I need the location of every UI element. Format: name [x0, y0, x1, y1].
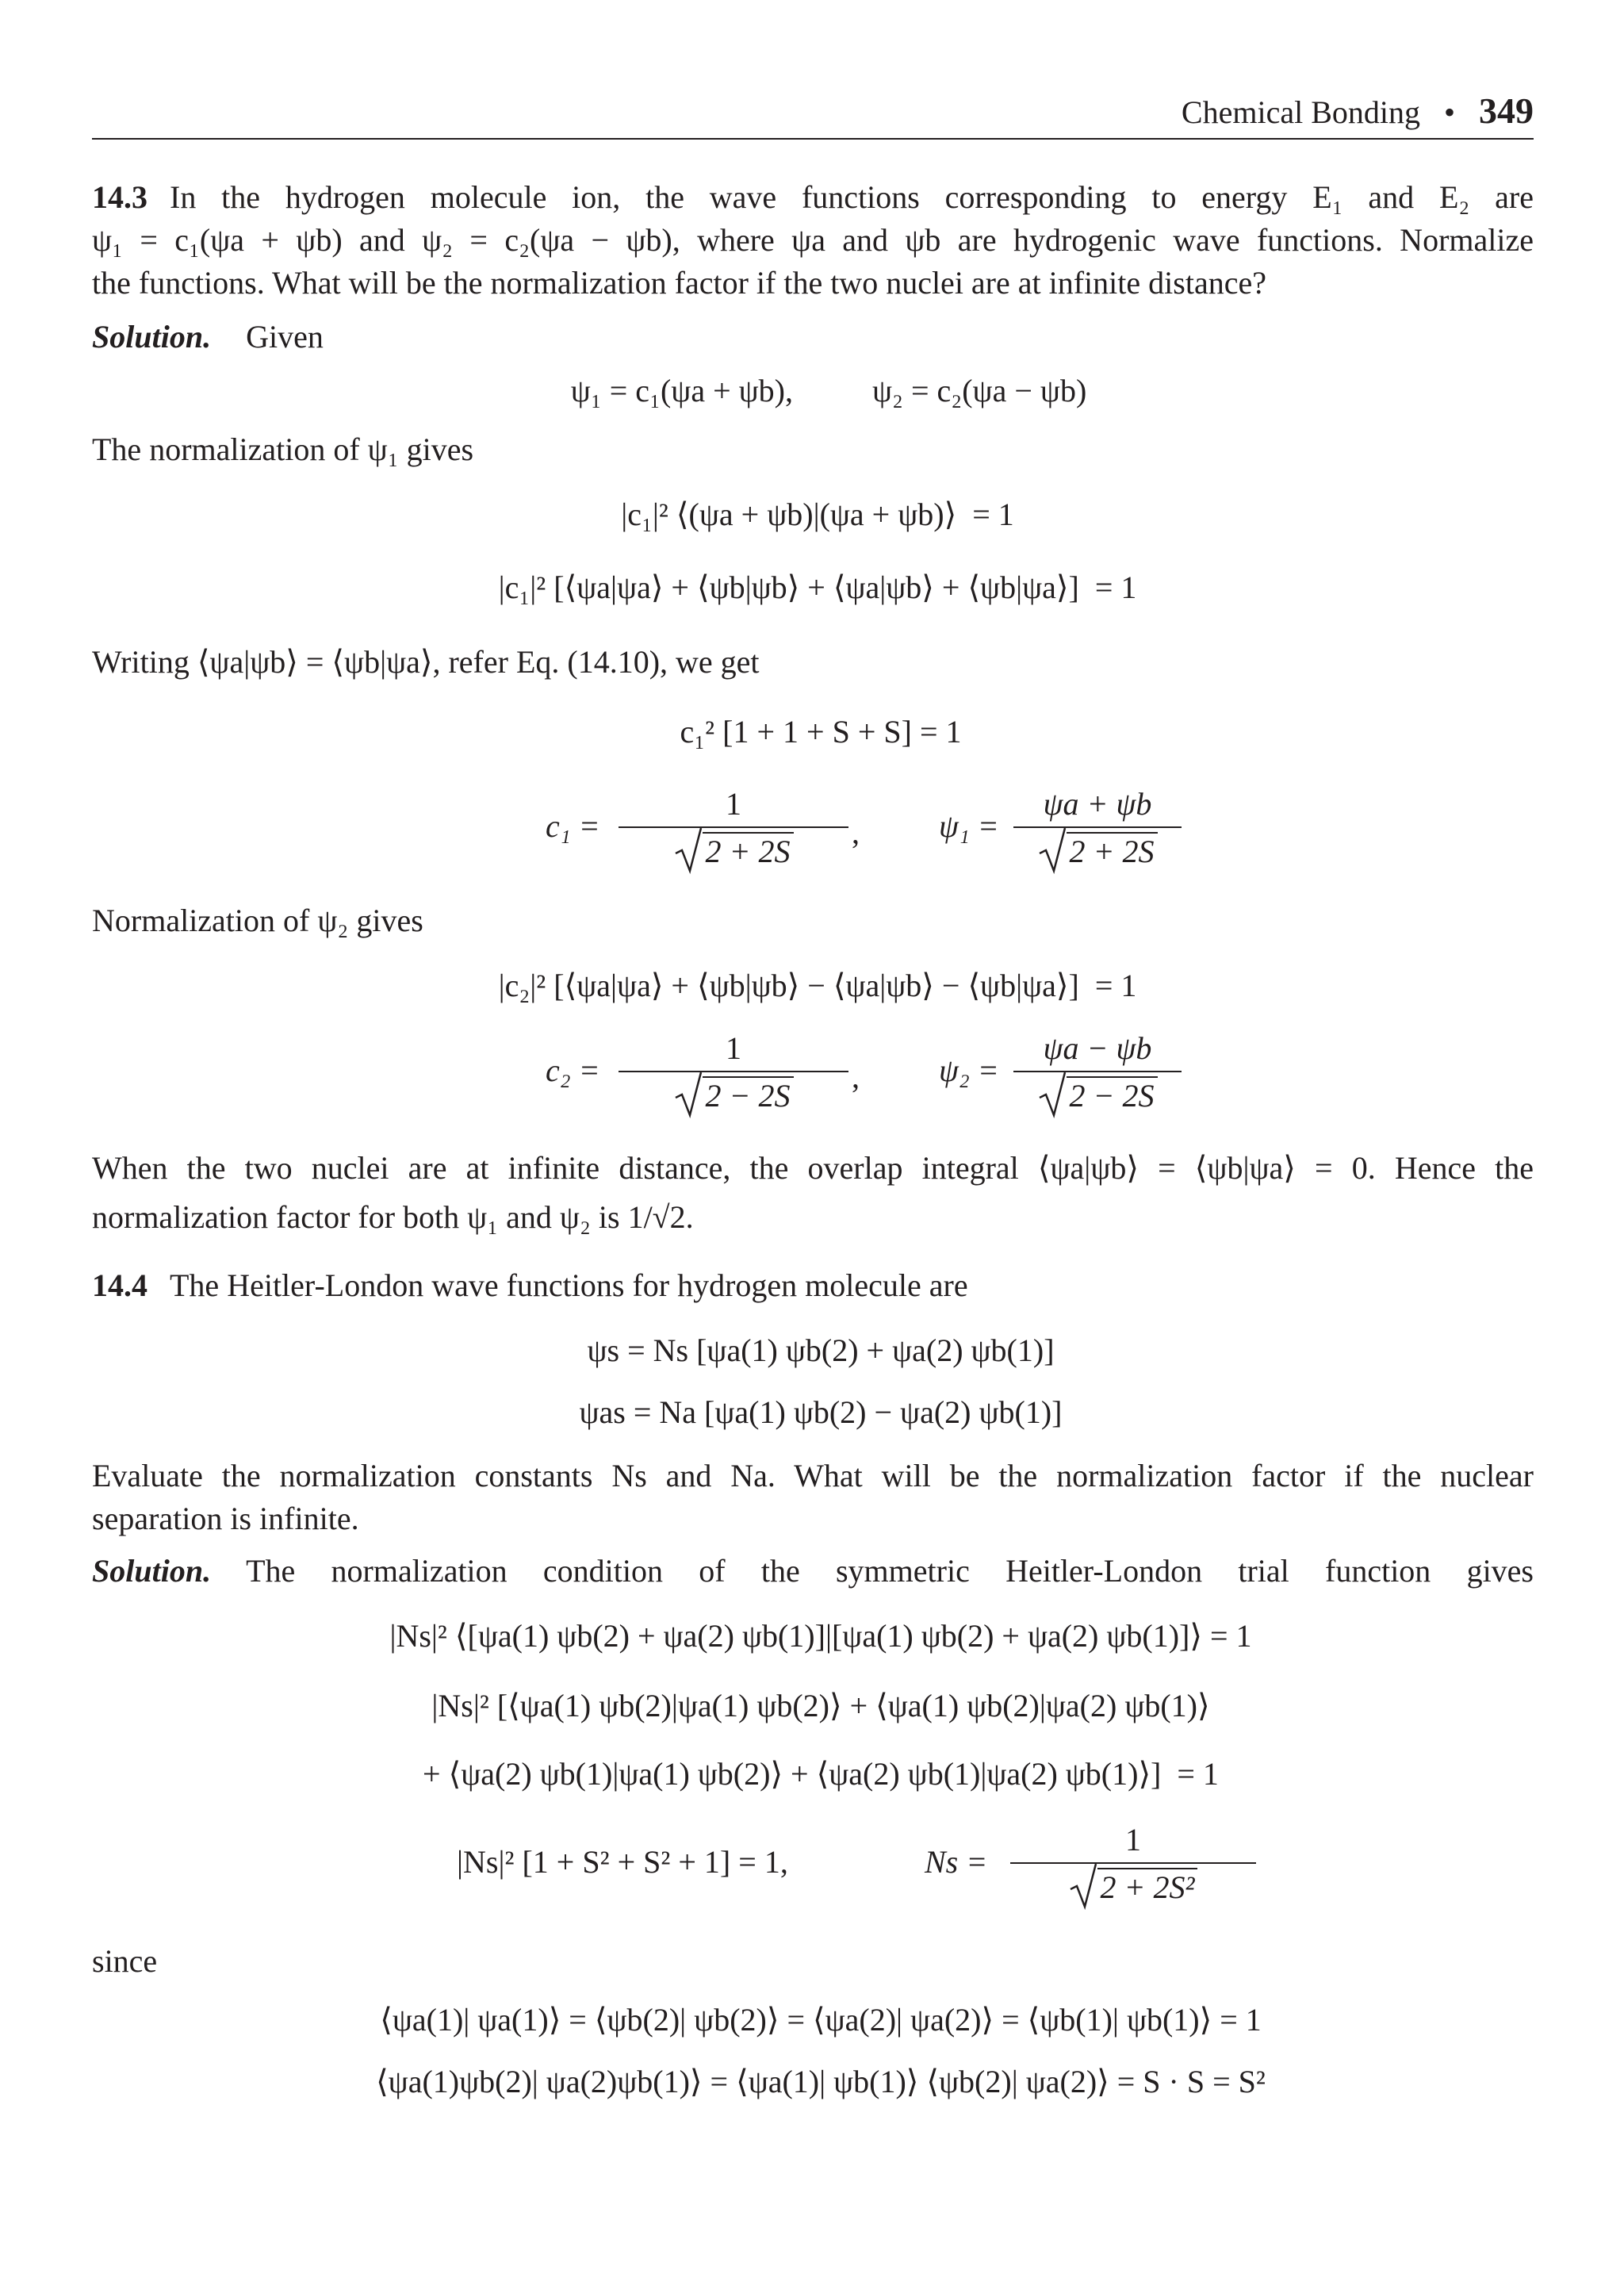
text-evaluate-line2: separation is infinite.	[92, 1501, 359, 1536]
text-normalization-psi2: Normalization of ψ₂ gives	[92, 903, 423, 938]
ns-denominator: 2 + 2S²	[1097, 1868, 1198, 1905]
text-normalization-psi1: The normalization of ψ₁ gives	[92, 431, 474, 467]
c1-lhs: c₁ =	[546, 808, 600, 844]
text-infinite-distance-line1: When the two nuclei are at infinite distance, the overlap integral ⟨ψa|ψb⟩ = ⟨ψb|ψa⟩ = 0. Hence the	[92, 1150, 1534, 1186]
comma: ,	[852, 1059, 860, 1095]
chapter-title: Chemical Bonding	[1181, 94, 1420, 130]
equation-norm-psi1-a: |c₁|² ⟨(ψa + ψb)|(ψa + ψb)⟩ = 1	[621, 496, 1014, 532]
solution-label: Solution.	[92, 1553, 212, 1589]
equation-since-1: ⟨ψa(1)| ψa(1)⟩ = ⟨ψb(2)| ψb(2)⟩ = ⟨ψa(2)| ψa(2)⟩ = ⟨ψb(1)| ψb(1)⟩ = 1	[380, 2002, 1262, 2038]
solution-label: Solution.	[92, 319, 212, 355]
text-infinite-distance-line2: normalization factor for both ψ₁ and ψ₂ is 1/√2.	[92, 1199, 694, 1235]
solution-intro: Given	[246, 319, 324, 355]
ns-lhs: Ns =	[925, 1844, 988, 1880]
psi1-lhs: ψ₁ =	[939, 808, 999, 844]
ns-equation-left: |Ns|² [1 + S² + S² + 1] = 1,	[457, 1844, 788, 1880]
problem-14-3-line3: the functions. What will be the normalization factor if the two nuclei are at infinite distance?	[92, 265, 1266, 301]
c1-numerator: 1	[726, 786, 741, 822]
text-since: since	[92, 1943, 158, 1979]
ns-fraction	[1010, 1821, 1256, 1924]
equation-c1-squared: c₁² [1 + 1 + S + S] = 1	[680, 714, 962, 750]
equation-norm-psi2: |c₂|² [⟨ψa|ψa⟩ + ⟨ψb|ψb⟩ − ⟨ψa|ψb⟩ − ⟨ψb|ψa⟩] = 1	[498, 968, 1137, 1003]
psi1-numerator: ψa + ψb	[1043, 786, 1152, 822]
problem-14-3-line2: ψ₁ = c₁(ψa + ψb) and ψ₂ = c₂(ψa − ψb), where ψa and ψb are hydrogenic wave functions. Normalize	[92, 222, 1534, 258]
equation-hl-line2: |Ns|² [⟨ψa(1) ψb(2)|ψa(1) ψb(2)⟩ + ⟨ψa(1) ψb(2)|ψa(2) ψb(1)⟩	[431, 1688, 1210, 1723]
psi2-lhs: ψ₂ =	[939, 1052, 999, 1088]
psi2-denominator: 2 − 2S	[1067, 1076, 1158, 1114]
equation-psi-s: ψs = Ns [ψa(1) ψb(2) + ψa(2) ψb(1)]	[587, 1332, 1055, 1368]
problem-number: 14.3	[92, 179, 147, 215]
problem-number: 14.4	[92, 1267, 147, 1303]
psi2-numerator: ψa − ψb	[1043, 1030, 1152, 1066]
equation-hl-line1: |Ns|² ⟨[ψa(1) ψb(2) + ψa(2) ψb(1)]|[ψa(1) ψb(2) + ψa(2) ψb(1)]⟩ = 1	[389, 1618, 1252, 1654]
page-number: 349	[1479, 90, 1534, 131]
header-bullet: •	[1443, 94, 1455, 130]
fraction-bar	[1010, 1862, 1256, 1864]
psi1-denominator: 2 + 2S	[1067, 832, 1158, 869]
equation-norm-psi1-b: |c₁|² [⟨ψa|ψa⟩ + ⟨ψb|ψb⟩ + ⟨ψa|ψb⟩ + ⟨ψb|ψa⟩] = 1	[498, 569, 1137, 605]
text-evaluate-line1: Evaluate the normalization constants Ns and Na. What will be the normalization factor if the nuclear	[92, 1458, 1534, 1493]
equation-hl-line3: + ⟨ψa(2) ψb(1)|ψa(1) ψb(2)⟩ + ⟨ψa(2) ψb(1)|ψa(2) ψb(1)⟩] = 1	[423, 1756, 1219, 1792]
book-page	[92, 0, 1534, 2285]
problem-statement: The Heitler-London wave functions for hydrogen molecule are	[170, 1267, 968, 1303]
comma: ,	[852, 815, 860, 850]
solution-text: The normalization condition of the symmetric Heitler-London trial function gives	[246, 1553, 1534, 1589]
c1-denominator: 2 + 2S	[703, 832, 794, 869]
c2-denominator: 2 − 2S	[703, 1076, 794, 1114]
equation-given: ψ₁ = c₁(ψa + ψb), ψ₂ = c₂(ψa − ψb)	[570, 373, 1087, 408]
c2-numerator: 1	[726, 1030, 741, 1066]
ns-numerator: 1	[1125, 1822, 1141, 1858]
equation-since-2: ⟨ψa(1)ψb(2)| ψa(2)ψb(1)⟩ = ⟨ψa(1)| ψb(1)⟩ ⟨ψb(2)| ψa(2)⟩ = S · S = S²	[376, 2064, 1266, 2099]
equation-psi-as: ψas = Na [ψa(1) ψb(2) − ψa(2) ψb(1)]	[579, 1394, 1063, 1430]
square-root-icon	[1069, 1869, 1198, 1906]
c2-lhs: c₂ =	[546, 1052, 600, 1088]
problem-statement: In the hydrogen molecule ion, the wave functions corresponding to energy E₁ and E₂ are	[170, 179, 1534, 215]
text-writing-overlap: Writing ⟨ψa|ψb⟩ = ⟨ψb|ψa⟩, refer Eq. (14.10), we get	[92, 644, 760, 680]
